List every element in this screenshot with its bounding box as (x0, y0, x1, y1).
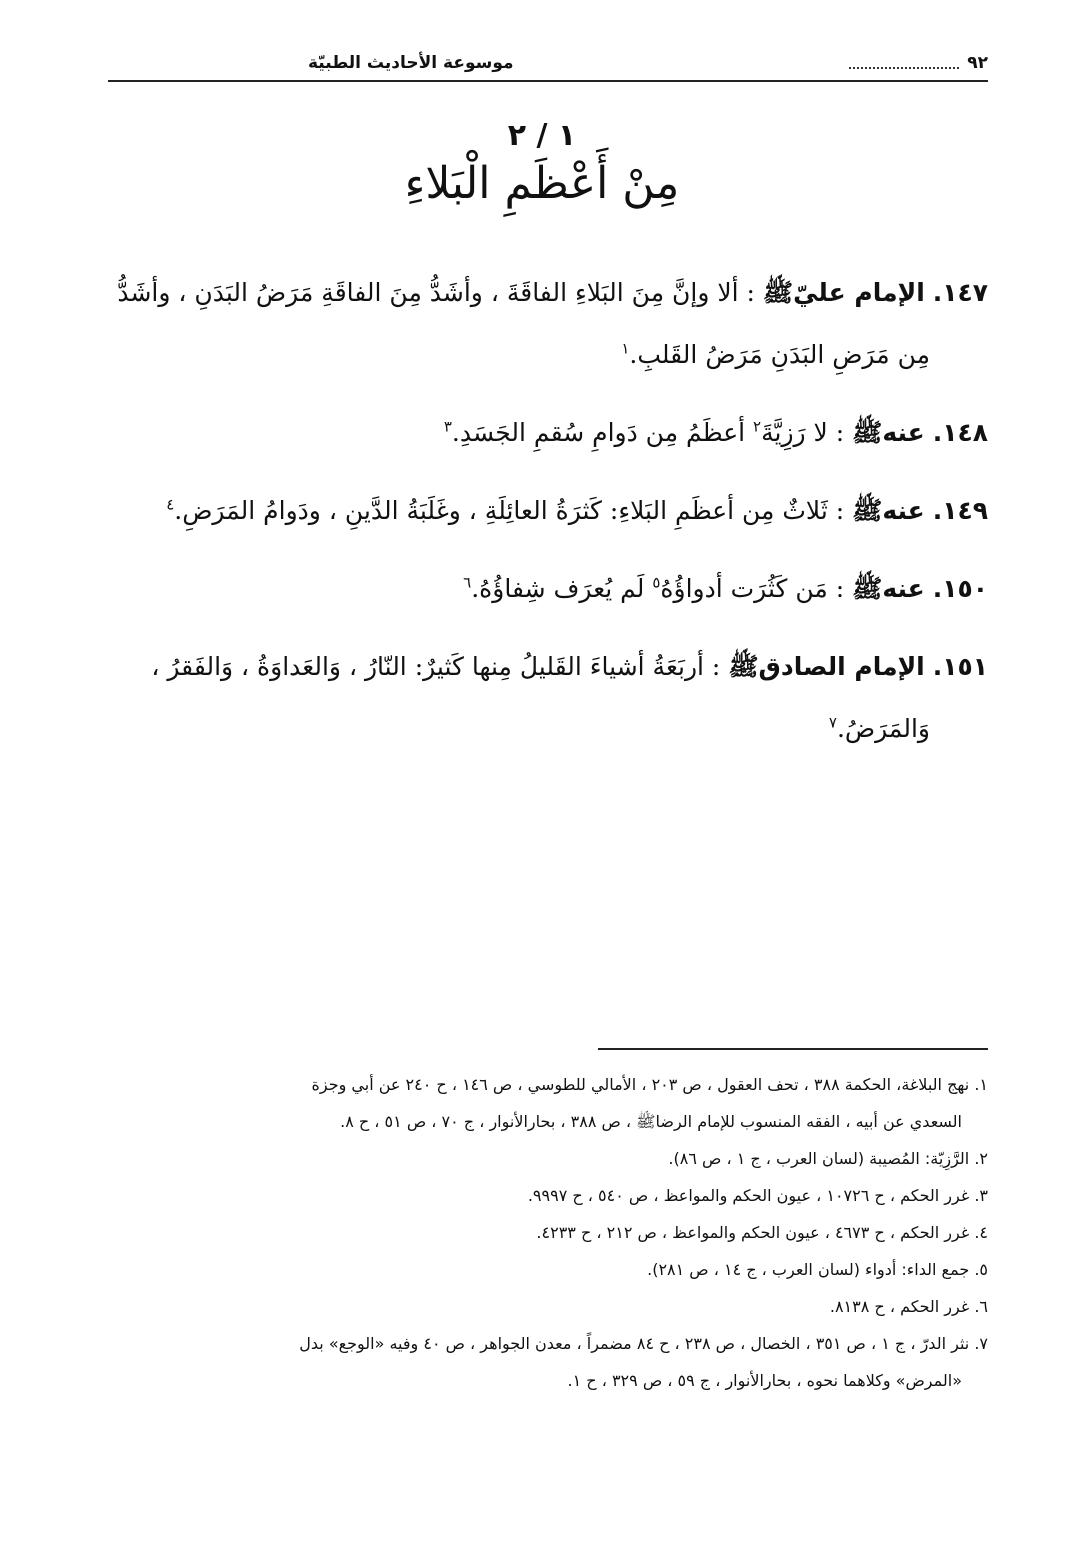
footnote-text: الرَّزِيّة: المُصيبة (لسان العرب ، ج ١ ، ص ٨٦). (668, 1149, 970, 1168)
entry-continuation: مِن مَرَضِ البَدَنِ مَرَضُ القَلبِ. (629, 340, 930, 369)
entry-text: : أربَعَةُ أشياءَ القَليلُ مِنها كَثيرٌ: النّارُ ، وَالعَداوَةُ ، وَالفَقرُ ، (151, 652, 729, 681)
entry-text: : ثَلاثٌ مِن أعظَمِ البَلاءِ: كَثرَةُ العائِلَةِ ، وغَلَبَةُ الدَّينِ ، ودَوامُ المَرَضِ. (174, 496, 853, 525)
entry-speaker: عنه (882, 418, 925, 447)
book-title: موسوعة الأحاديث الطبيّة (308, 53, 514, 73)
footnote-number: ٢. (974, 1149, 988, 1168)
hadith-list (108, 262, 988, 776)
inline-footnote-ref: ٢ (753, 417, 762, 436)
footnote-number: ٤. (974, 1223, 988, 1242)
honorific-glyph: ﷺ (852, 418, 883, 447)
entry-text: أعظَمُ مِن دَوامِ سُقمِ الجَسَدِ. (451, 418, 754, 447)
footnote-number: ٥. (974, 1260, 988, 1279)
footnote (108, 1288, 988, 1325)
footnote-ref: ٧ (828, 713, 837, 732)
entry-number: ١٥١. (932, 652, 988, 681)
entry-speaker: عنه (882, 574, 925, 603)
footnote-text: غرر الحكم ، ح ١٠٧٢٦ ، عيون الحكم والمواعظ ، ص ٥٤٠ ، ح ٩٩٩٧. (527, 1186, 970, 1205)
footnote-ref: ٦ (463, 573, 472, 592)
entry-speaker: الإمام عليّ (793, 278, 925, 307)
footnote (108, 1140, 988, 1177)
footnote-number: ١. (974, 1075, 988, 1094)
entry-speaker: الإمام الصادق (758, 652, 925, 681)
section-number: ١ / ٢ (507, 118, 577, 153)
footnote (108, 1251, 988, 1288)
footnote-number: ٦. (974, 1297, 988, 1316)
honorific-glyph: ﷺ (728, 652, 759, 681)
footnote-ref: ١ (621, 339, 630, 358)
entry-continuation: وَالمَرَضُ. (836, 714, 930, 743)
header-rule (108, 80, 988, 82)
hadith-entry (108, 558, 988, 620)
footnote-ref: ٤ (166, 495, 175, 514)
footnote-continuation: «المرض» وكلاهما نحوه ، بحارالأنوار ، ج ٥٩ ، ص ٣٢٩ ، ح ١. (567, 1371, 962, 1390)
honorific-glyph: ﷺ (852, 496, 883, 525)
entry-text-before: : لا رَزِيَّةَ (761, 418, 853, 447)
inline-footnote-ref: ٥ (652, 573, 661, 592)
section-title: مِنْ أَعْظَمِ الْبَلاءِ (404, 158, 680, 209)
footnote-text: غرر الحكم ، ح ٨١٣٨. (829, 1297, 970, 1316)
footnote-text: نثر الدرّ ، ج ١ ، ص ٣٥١ ، الخصال ، ص ٢٣٨ ، ح ٨٤ مضمراً ، معدن الجواهر ، ص ٤٠ وفيه «الوجع» بدل (299, 1334, 970, 1353)
footnote-number: ٣. (974, 1186, 988, 1205)
entry-number: ١٤٨. (932, 418, 988, 447)
entry-number: ١٤٩. (932, 496, 988, 525)
header-dot-leader (849, 57, 959, 69)
entry-text: : ألا وإنَّ مِنَ البَلاءِ الفاقَةَ ، وأشَدُّ مِنَ الفاقَةِ مَرَضُ البَدَنِ ، وأشَدُّ (117, 278, 763, 307)
footnote (108, 1177, 988, 1214)
honorific-glyph: ﷺ (762, 278, 794, 307)
running-header (108, 50, 988, 76)
footnote (108, 1214, 988, 1251)
footnotes-list (108, 1066, 988, 1399)
entry-text-before: : مَن كَثُرَت أدواؤُهُ (660, 574, 853, 603)
hadith-entry (108, 636, 988, 760)
hadith-entry (108, 480, 988, 542)
footnote-text: جمع الداء: أدواء (لسان العرب ، ج ١٤ ، ص ٢٨١). (647, 1260, 970, 1279)
footnote (108, 1066, 988, 1140)
footnote-ref: ٣ (443, 417, 452, 436)
entry-number: ١٤٧. (932, 278, 988, 307)
hadith-entry (108, 402, 988, 464)
footnote-text: نهج البلاغة، الحكمة ٣٨٨ ، تحف العقول ، ص ٢٠٣ ، الأمالي للطوسي ، ص ١٤٦ ، ح ٢٤٠ عن أبي وجزة (311, 1075, 970, 1094)
footnote (108, 1325, 988, 1399)
entry-continuation-line (108, 698, 988, 760)
page-number: ٩٢ (967, 53, 988, 73)
honorific-glyph: ﷺ (852, 574, 883, 603)
entry-speaker: عنه (882, 496, 925, 525)
hadith-entry (108, 262, 988, 386)
entry-text: لَم يُعرَف شِفاؤُهُ. (471, 574, 653, 603)
footnote-number: ٧. (974, 1334, 988, 1353)
footnote-text: غرر الحكم ، ح ٤٦٧٣ ، عيون الحكم والمواعظ ، ص ٢١٢ ، ح ٤٢٣٣. (536, 1223, 970, 1242)
entry-number: ١٥٠. (932, 574, 988, 603)
entry-continuation-line (108, 324, 988, 386)
footnote-separator (598, 1048, 988, 1050)
footnote-continuation: السعدي عن أبيه ، الفقه المنسوب للإمام الرضاﷺ ، ص ٣٨٨ ، بحارالأنوار ، ج ٧٠ ، ص ٥١ ، ح ٨. (340, 1112, 962, 1131)
